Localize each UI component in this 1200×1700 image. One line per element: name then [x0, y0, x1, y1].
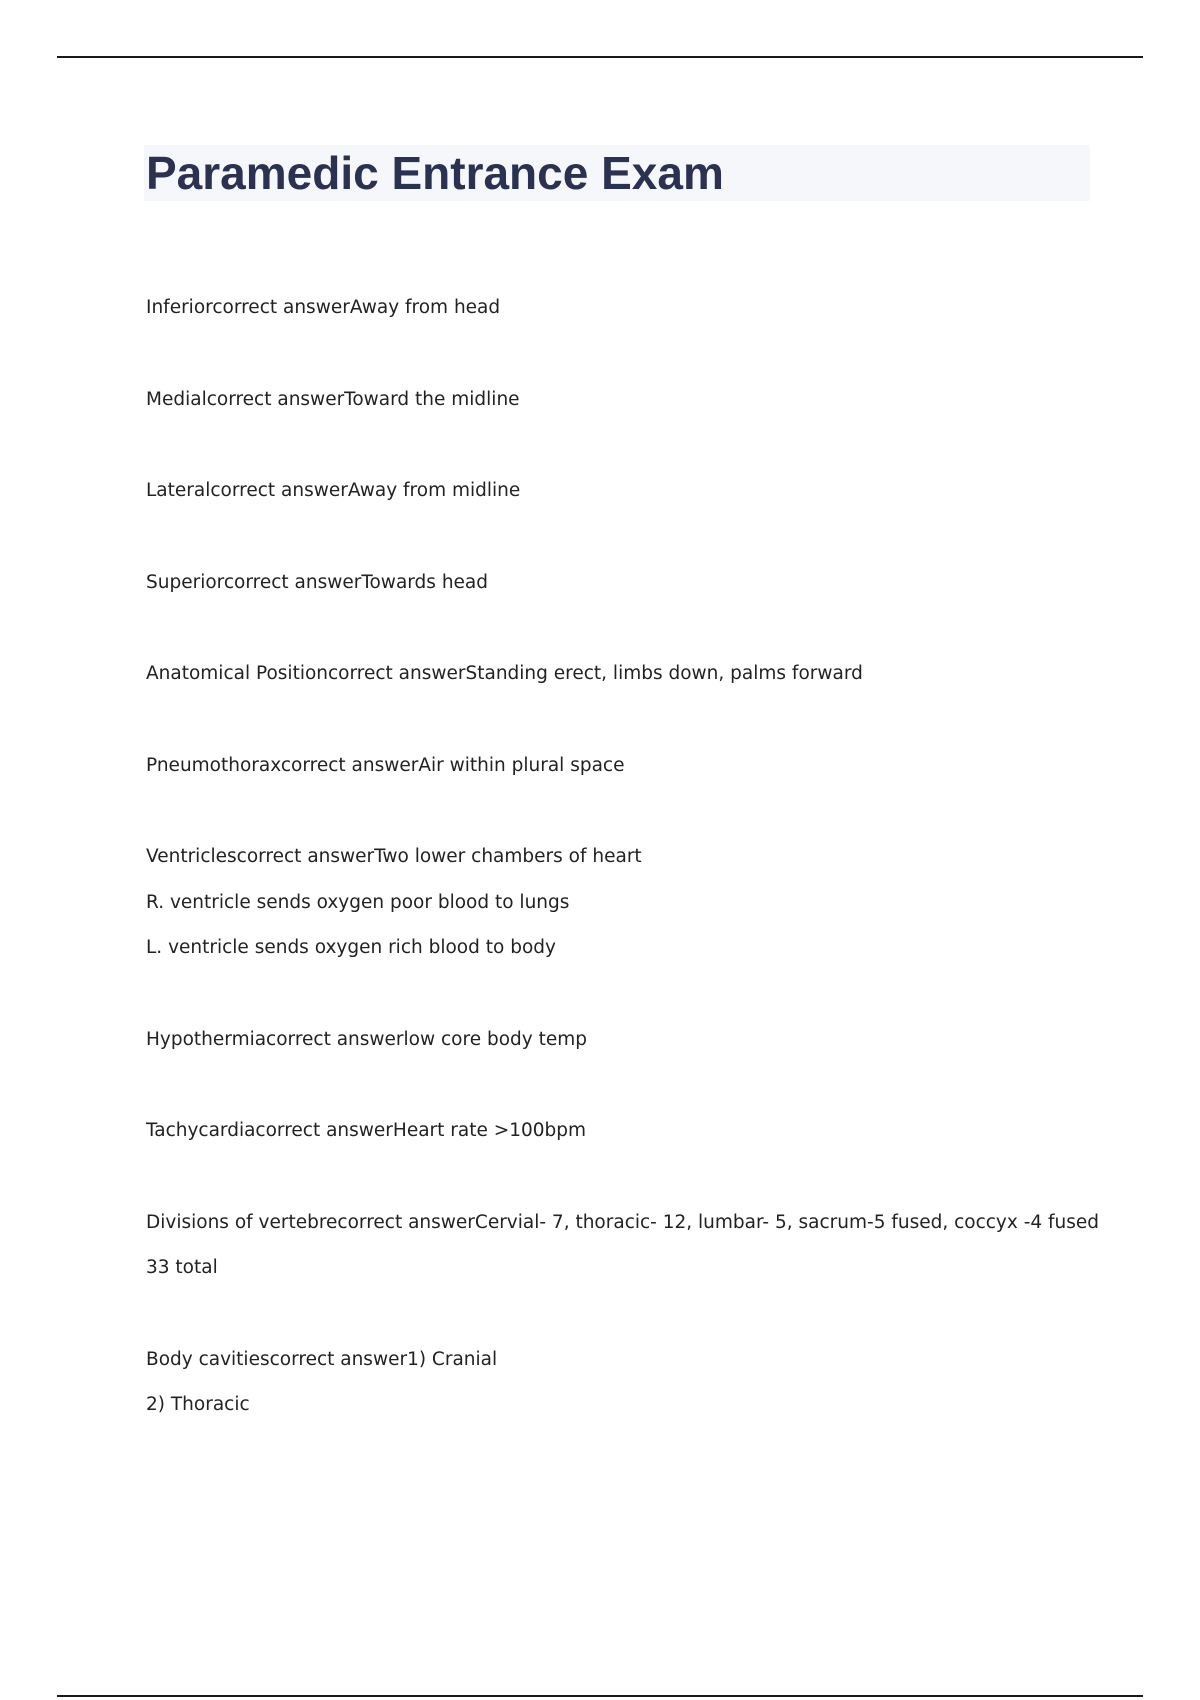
flashcard-entry	[146, 1017, 1096, 1063]
bottom-rule	[57, 1695, 1143, 1697]
flashcard-entry	[146, 834, 1096, 971]
entry-line: Lateralcorrect answerAway from midline	[146, 480, 521, 501]
flashcard-entry	[146, 560, 1096, 606]
entry-line: 33 total	[146, 1257, 218, 1278]
entry-line: Inferiorcorrect answerAway from head	[146, 297, 501, 318]
entry-line: R. ventricle sends oxygen poor blood to lungs	[146, 891, 570, 913]
entry-line: Body cavitiescorrect answer1) Cranial	[146, 1348, 498, 1370]
entry-line: Anatomical Positioncorrect answerStanding erect, limbs down, palms forward	[146, 663, 863, 684]
entry-line: Tachycardiacorrect answerHeart rate >100bpm	[146, 1120, 587, 1141]
flashcard-entry	[146, 651, 1096, 697]
flashcard-entry	[146, 1108, 1096, 1154]
entry-line: 2) Thoracic	[146, 1394, 250, 1415]
flashcard-entry	[146, 743, 1096, 789]
entry-line: L. ventricle sends oxygen rich blood to body	[146, 937, 556, 958]
flashcard-entry	[146, 1337, 1096, 1428]
page-title: Paramedic Entrance Exam	[146, 147, 724, 199]
entry-line: Hypothermiacorrect answerlow core body temp	[146, 1028, 587, 1050]
entry-line: Superiorcorrect answerTowards head	[146, 571, 489, 593]
flashcard-entry	[146, 468, 1096, 514]
entry-line: Pneumothoraxcorrect answerAir within plural space	[146, 754, 625, 776]
flashcard-list	[146, 285, 1100, 1474]
flashcard-entry	[146, 285, 1096, 331]
flashcard-entry	[146, 1200, 1100, 1291]
entry-line: Medialcorrect answerToward the midline	[146, 388, 520, 410]
entry-line: Ventriclescorrect answerTwo lower chambers of heart	[146, 846, 642, 867]
flashcard-entry	[146, 377, 1096, 423]
top-rule	[57, 56, 1143, 58]
entry-line: Divisions of vertebrecorrect answerCervial- 7, thoracic- 12, lumbar- 5, sacrum-5 fused, coccyx -4 fused	[146, 1211, 1100, 1233]
